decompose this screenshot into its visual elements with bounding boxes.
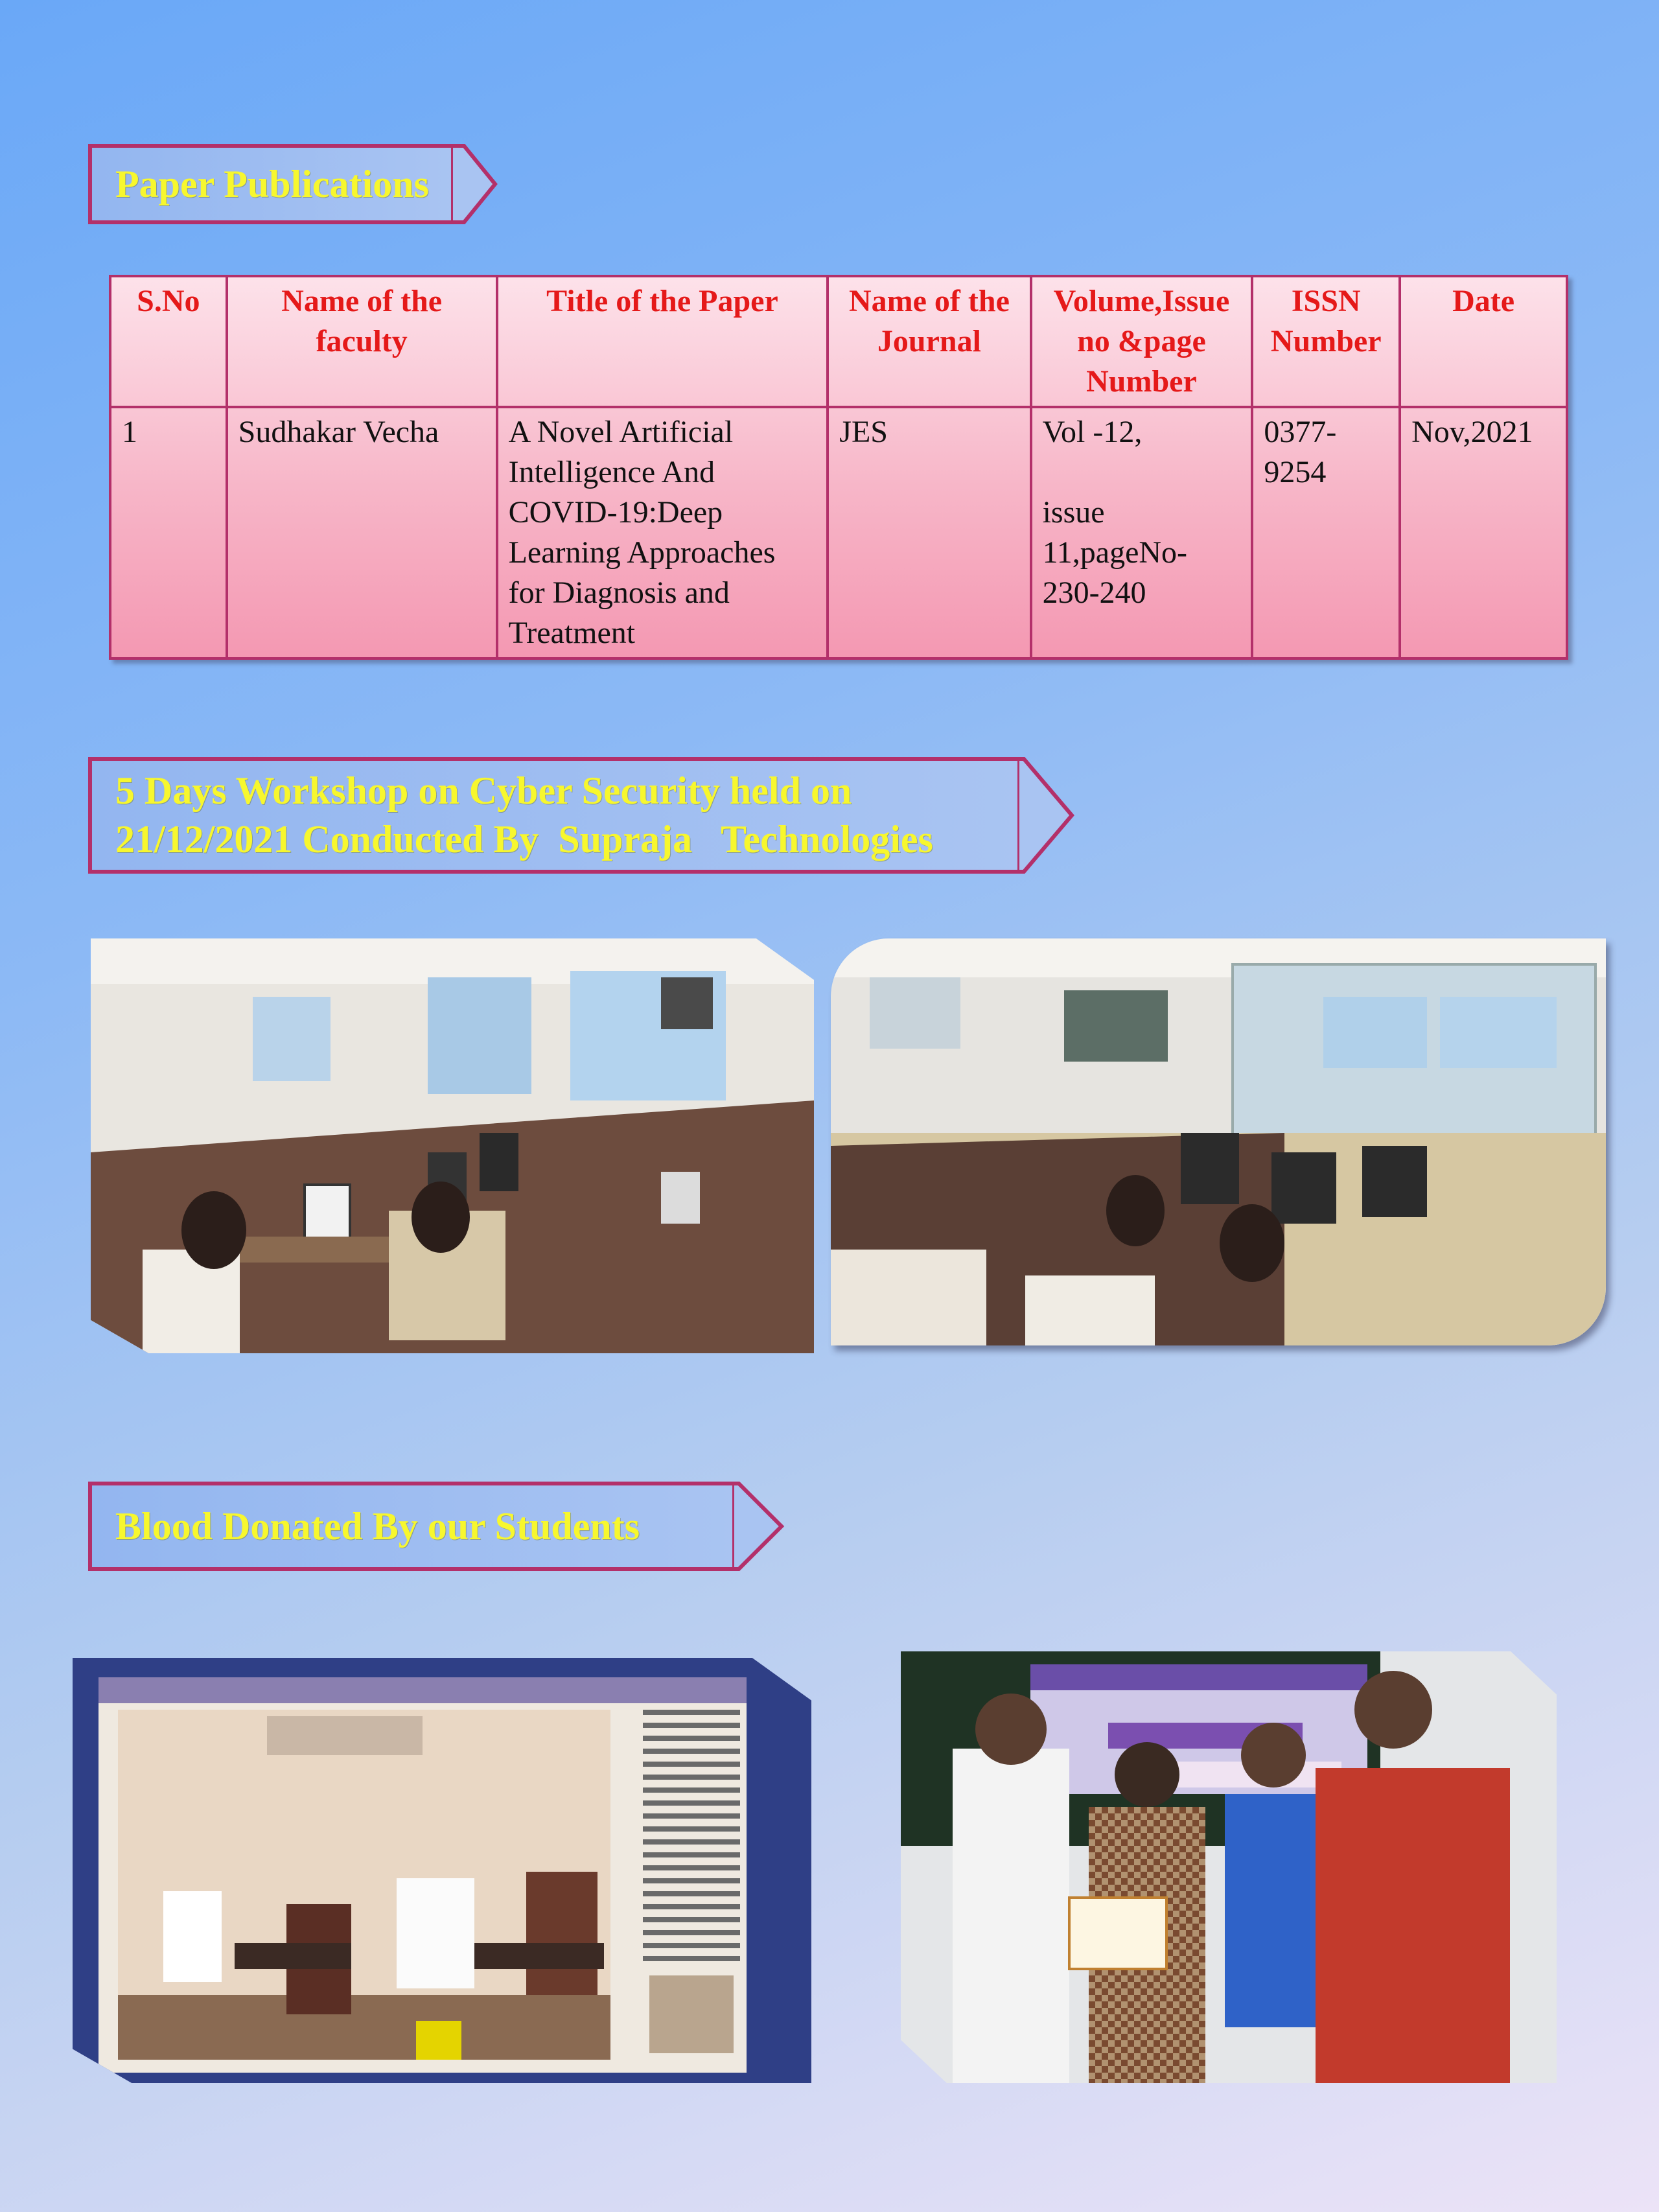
- header-issn: ISSN Number: [1252, 276, 1400, 407]
- blood-donation-certificate-photo: [901, 1651, 1557, 2083]
- section-banner-publications: [88, 144, 455, 224]
- cell-issn: 0377- 9254: [1252, 407, 1400, 658]
- banner-arrow-shape: [451, 144, 499, 224]
- cell-paper-title: A Novel Artificial Intelligence And COVID-19:Deep Learning Approaches for Diagnosis and Treatment: [497, 407, 828, 658]
- table-row: [110, 407, 1567, 658]
- header-journal: Name of the Journal: [828, 276, 1030, 407]
- section-title-line-1: 5 Days Workshop on Cyber Security held on: [115, 769, 852, 812]
- section-title-line-2: 21/12/2021 Conducted By Supraja Technologies: [115, 818, 933, 861]
- section-banner-blood: [88, 1482, 736, 1571]
- cell-volume: Vol -12, issue 11,pageNo- 230-240: [1031, 407, 1253, 658]
- table-header-row: [110, 276, 1567, 407]
- blood-donation-newspaper-photo: [73, 1658, 811, 2083]
- section-title: Paper Publications: [115, 162, 429, 205]
- header-paper-title: Title of the Paper: [497, 276, 828, 407]
- cell-sno: 1: [110, 407, 227, 658]
- cell-journal: JES: [828, 407, 1030, 658]
- header-volume: Volume,Issue no &page Number: [1031, 276, 1253, 407]
- workshop-photo-lab-2: [831, 938, 1606, 1345]
- workshop-photo-lab-1: [91, 938, 814, 1353]
- banner-arrow-shape: [1017, 757, 1076, 874]
- header-faculty: Name of the faculty: [227, 276, 497, 407]
- publications-table: [109, 275, 1568, 660]
- cell-faculty: Sudhakar Vecha: [227, 407, 497, 658]
- section-title: Blood Donated By our Students: [115, 1504, 640, 1548]
- header-date: Date: [1400, 276, 1567, 407]
- banner-arrow-shape: [732, 1482, 785, 1571]
- section-banner-workshop: [88, 757, 1021, 874]
- cell-date: Nov,2021: [1400, 407, 1567, 658]
- header-sno: S.No: [110, 276, 227, 407]
